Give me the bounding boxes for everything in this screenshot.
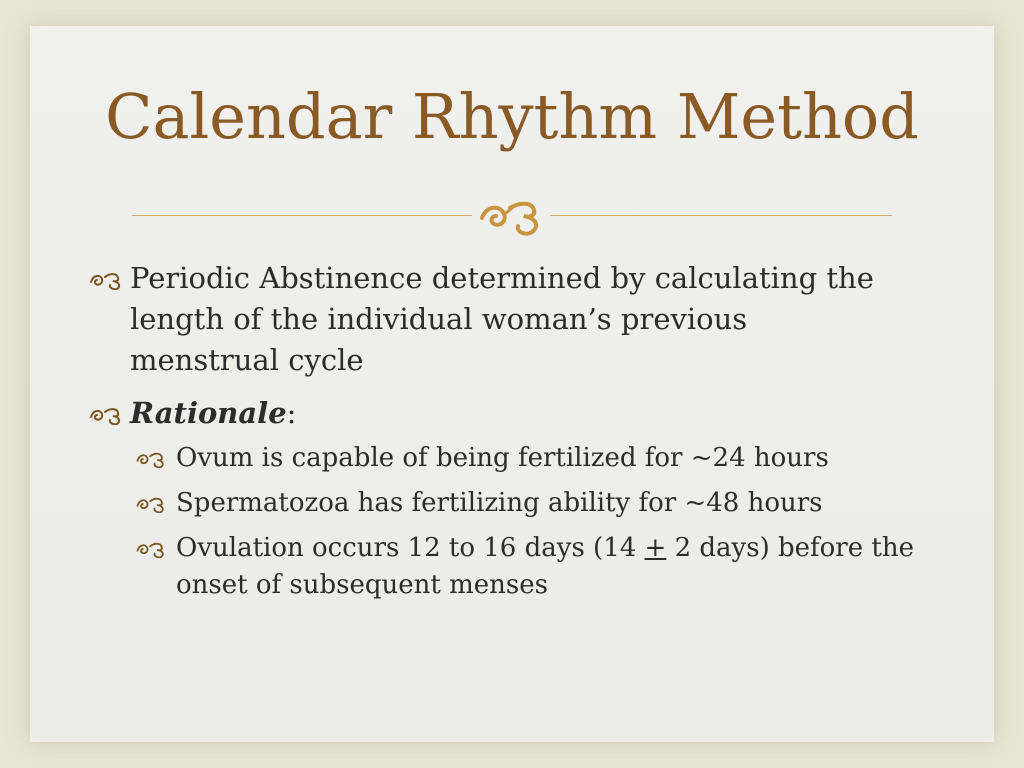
plus-minus-sign: + <box>644 533 667 563</box>
bullet-text-line: length of the individual woman’s previous <box>130 302 748 336</box>
sub-bullet-item <box>84 440 964 477</box>
bullet-text-line: Periodic Abstinence determined by calculating the <box>130 261 874 295</box>
rationale-label: Rationale <box>130 396 287 430</box>
swash-ornament-icon <box>476 196 548 236</box>
sub-bullet-item <box>84 530 964 604</box>
sub-bullet-text: Ovulation occurs 12 to 16 days (14 <box>176 533 645 563</box>
bullet-text-line: menstrual cycle <box>130 343 364 377</box>
sub-bullet-item <box>84 485 964 522</box>
slide-body <box>84 258 964 612</box>
sub-bullet-text: Spermatozoa has fertilizing ability for ~48 hours <box>176 488 823 518</box>
rationale-colon: : <box>286 396 297 430</box>
swash-ornament-icon <box>134 495 168 513</box>
bullet-item <box>84 393 964 434</box>
slide-title: Calendar Rhythm Method <box>105 80 919 153</box>
swash-ornament-icon <box>88 405 124 425</box>
swash-ornament-icon <box>134 450 168 468</box>
swash-ornament-icon <box>88 270 124 290</box>
sub-bullet-text: Ovum is capable of being fertilized for ~24 hours <box>176 443 829 473</box>
sub-bullet-text: 2 days) before the <box>666 533 914 563</box>
bullet-item <box>84 258 964 381</box>
sub-bullet-text: onset of subsequent menses <box>176 570 548 600</box>
swash-ornament-icon <box>134 540 168 558</box>
divider-line-right <box>550 215 892 216</box>
title-divider <box>132 196 892 236</box>
divider-line-left <box>132 215 472 216</box>
